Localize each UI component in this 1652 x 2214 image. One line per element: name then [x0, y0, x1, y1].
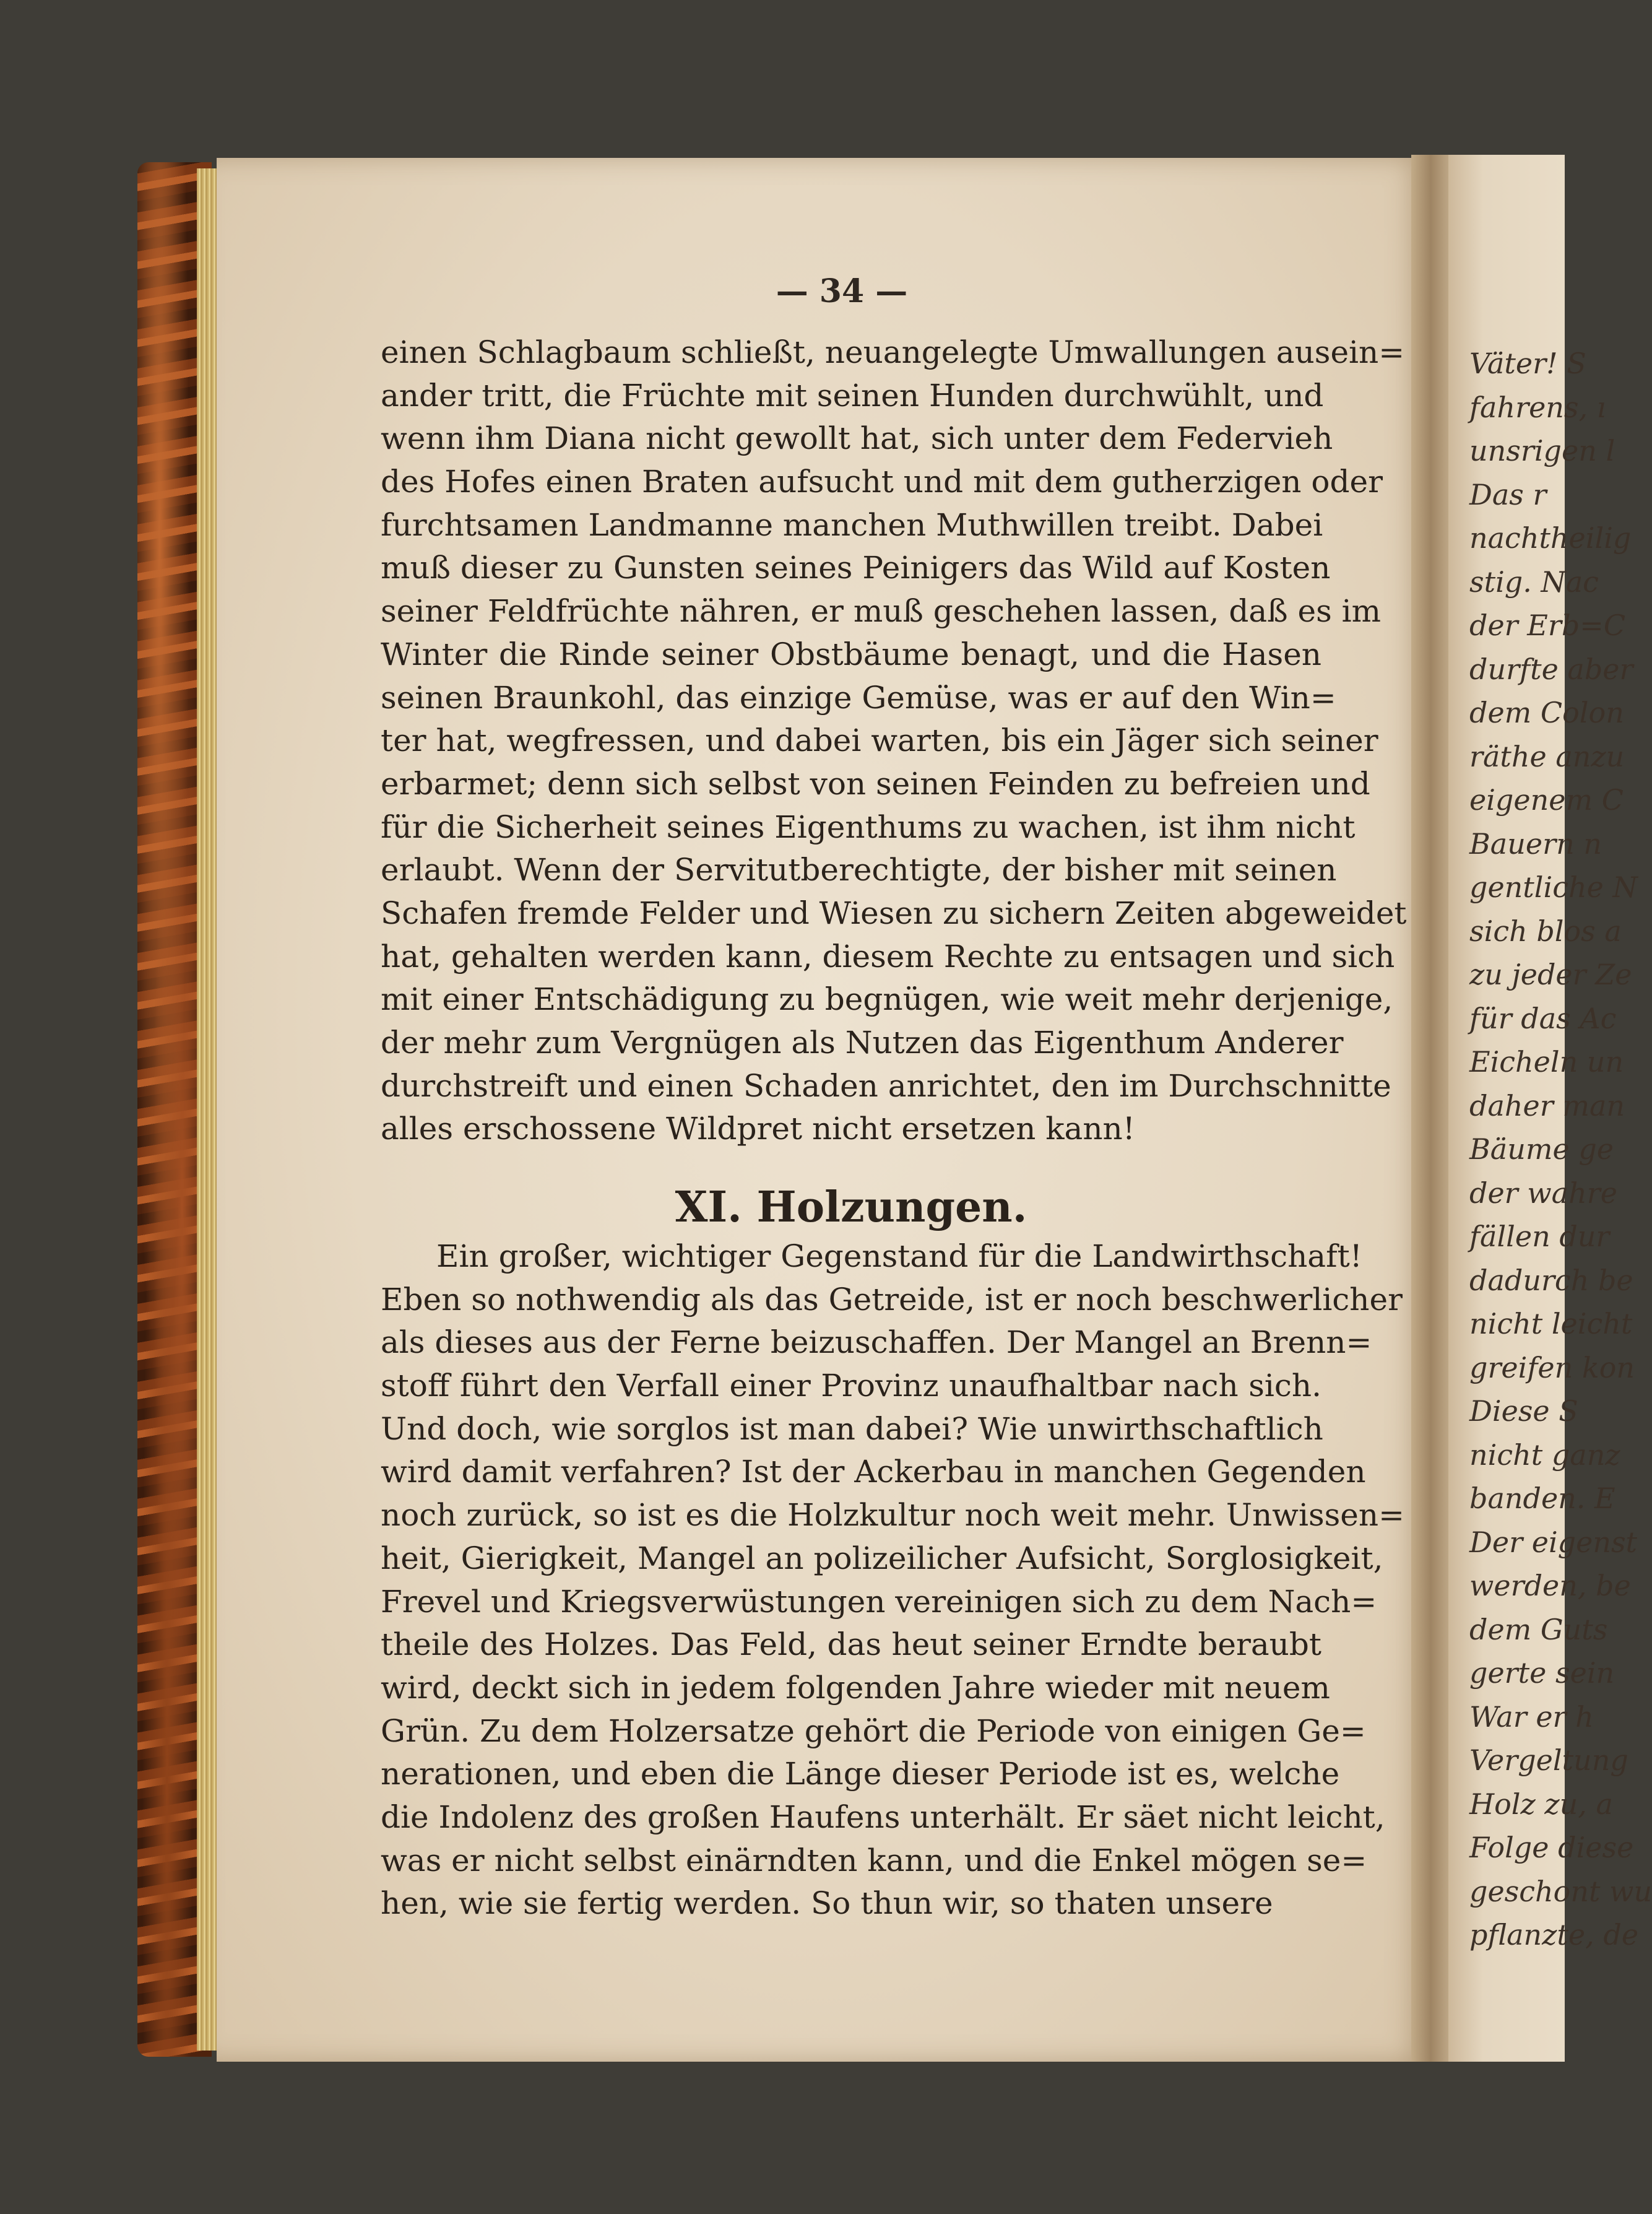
right-page-line: Bäume ge	[1469, 1132, 1614, 1166]
text-line: erlaubt. Wenn der Servitutberechtigte, der bisher mit seinen	[381, 852, 1337, 888]
text-line: nerationen, und eben die Länge dieser Periode ist es, welche	[381, 1756, 1340, 1792]
right-page-line: räthe anzu	[1469, 739, 1625, 773]
text-line: Eben so nothwendig als das Getreide, ist er noch beschwerlicher	[381, 1281, 1403, 1318]
text-line: wenn ihm Diana nicht gewollt hat, sich unter dem Federvieh	[381, 420, 1333, 457]
text-line: hat, gehalten werden kann, diesem Rechte zu entsagen und sich	[381, 938, 1395, 975]
paragraph-wild-damage	[381, 331, 1407, 1151]
text-line: furchtsamen Landmanne manchen Muthwillen treibt. Dabei	[381, 506, 1323, 543]
right-page-line: dem Colon	[1469, 696, 1624, 729]
text-line: die Indolenz des großen Haufens unterhält. Er säet nicht leicht,	[381, 1799, 1385, 1835]
text-line: erbarmet; denn sich selbst von seinen Feinden zu befreien und	[381, 765, 1370, 802]
right-page-line: werden, be	[1469, 1569, 1631, 1602]
text-line: muß dieser zu Gunsten seines Peinigers das Wild auf Kosten	[381, 550, 1331, 586]
text-line: theile des Holzes. Das Feld, das heut seiner Erndte beraubt	[381, 1626, 1321, 1663]
right-page-line: nicht leicht	[1469, 1307, 1633, 1340]
right-page-line: gentliche N	[1469, 870, 1638, 904]
text-line: seinen Braunkohl, das einzige Gemüse, was er auf den Win=	[381, 679, 1336, 716]
right-page-line: dadurch be	[1469, 1263, 1633, 1297]
right-page-line: der wahre	[1469, 1176, 1617, 1210]
text-line: alles erschossene Wildpret nicht ersetzen kann!	[381, 1111, 1135, 1147]
text-line: Winter die Rinde seiner Obstbäume benagt, und die Hasen	[381, 636, 1321, 672]
right-page-line: für das Ac	[1469, 1001, 1617, 1035]
right-page-line: dem Guts	[1469, 1612, 1608, 1646]
right-page-line: Der eigenst	[1469, 1525, 1638, 1559]
right-page-line: greifen kon	[1469, 1350, 1635, 1384]
right-page-line: banden. E	[1469, 1482, 1615, 1515]
right-page-line: nachtheilig	[1469, 521, 1632, 555]
text-line: einen Schlagbaum schließt, neuangelegte Umwallungen ausein=	[381, 334, 1405, 370]
right-page-line: sich blos a	[1469, 914, 1622, 948]
right-page-line: Folge diese	[1469, 1831, 1634, 1864]
text-line: wird, deckt sich in jedem folgenden Jahre wieder mit neuem	[381, 1669, 1330, 1706]
right-page-line: War er h	[1469, 1700, 1594, 1734]
right-page-line: gerte sein	[1469, 1656, 1615, 1690]
text-line: durchstreift und einen Schaden anrichtet, den im Durchschnitte	[381, 1067, 1391, 1104]
text-line: heit, Gierigkeit, Mangel an polizeilicher Aufsicht, Sorglosigkeit,	[381, 1540, 1383, 1576]
right-page-line: zu jeder Ze	[1469, 958, 1632, 991]
right-page-line: eigenem C	[1469, 783, 1624, 817]
right-page-line: Holz zu, a	[1469, 1787, 1613, 1821]
text-line: des Hofes einen Braten aufsucht und mit dem gutherzigen oder	[381, 464, 1383, 500]
right-page-line: nicht ganz	[1469, 1438, 1620, 1472]
right-page	[1448, 155, 1652, 2062]
text-line: seiner Feldfrüchte nähren, er muß geschehen lassen, daß es im	[381, 593, 1382, 630]
text-line: hen, wie sie fertig werden. So thun wir, so thaten unsere	[381, 1885, 1273, 1922]
text-line: stoff führt den Verfall einer Provinz unaufhaltbar nach sich.	[381, 1368, 1321, 1404]
right-page-line: unsrigen l	[1469, 434, 1615, 467]
right-page-line: pflanzte, de	[1469, 1918, 1639, 1951]
right-page-line: Das r	[1469, 477, 1547, 511]
right-page-line: durfte aber	[1469, 652, 1633, 686]
right-page-line: Diese S	[1469, 1394, 1578, 1428]
right-page-line: fahrens, ı	[1469, 390, 1606, 424]
text-line: Und doch, wie sorglos ist man dabei? Wie unwirthschaftlich	[381, 1410, 1323, 1447]
paragraph-holzungen	[381, 1235, 1404, 1925]
right-page-line: Eicheln un	[1469, 1045, 1624, 1079]
text-line: mit einer Entschädigung zu begnügen, wie weit mehr derjenige,	[381, 981, 1393, 1018]
right-page-line: daher man	[1469, 1088, 1625, 1122]
right-page-line: Bauern n	[1469, 827, 1602, 861]
section-heading: XI. Holzungen.	[675, 1183, 1027, 1232]
right-page-line: der Erb=C	[1469, 609, 1626, 642]
text-line: Frevel und Kriegsverwüstungen vereinigen sich zu dem Nach=	[381, 1583, 1377, 1620]
text-line: ter hat, wegfressen, und dabei warten, bis ein Jäger sich seiner	[381, 723, 1378, 759]
right-page-line: Vergeltung	[1469, 1743, 1628, 1777]
text-line: wird damit verfahren? Ist der Ackerbau in manchen Gegenden	[381, 1454, 1366, 1490]
right-page-line: stig. Nac	[1469, 565, 1599, 599]
text-line: Schafen fremde Felder und Wiesen zu sichern Zeiten abgeweidet	[381, 895, 1407, 931]
text-line: Grün. Zu dem Holzersatze gehört die Periode von einigen Ge=	[381, 1713, 1366, 1749]
text-line: als dieses aus der Ferne beizuschaffen. Der Mangel an Brenn=	[381, 1324, 1372, 1361]
text-line: ander tritt, die Früchte mit seinen Hunden durchwühlt, und	[381, 377, 1324, 414]
text-line: was er nicht selbst einärndten kann, und die Enkel mögen se=	[381, 1842, 1367, 1878]
page-number: — 34 —	[776, 272, 908, 310]
text-line: für die Sicherheit seines Eigenthums zu wachen, ist ihm nicht	[381, 809, 1356, 845]
right-page-line: geschont wu	[1469, 1874, 1652, 1908]
text-line: noch zurück, so ist es die Holzkultur noch weit mehr. Unwissen=	[381, 1497, 1404, 1534]
text-line: der mehr zum Vergnügen als Nutzen das Eigenthum Anderer	[381, 1025, 1344, 1061]
text-line: Ein großer, wichtiger Gegenstand für die Landwirthschaft!	[436, 1238, 1362, 1274]
right-page-line: fällen dur	[1469, 1220, 1610, 1253]
right-page-line: Väter! S	[1469, 347, 1586, 380]
